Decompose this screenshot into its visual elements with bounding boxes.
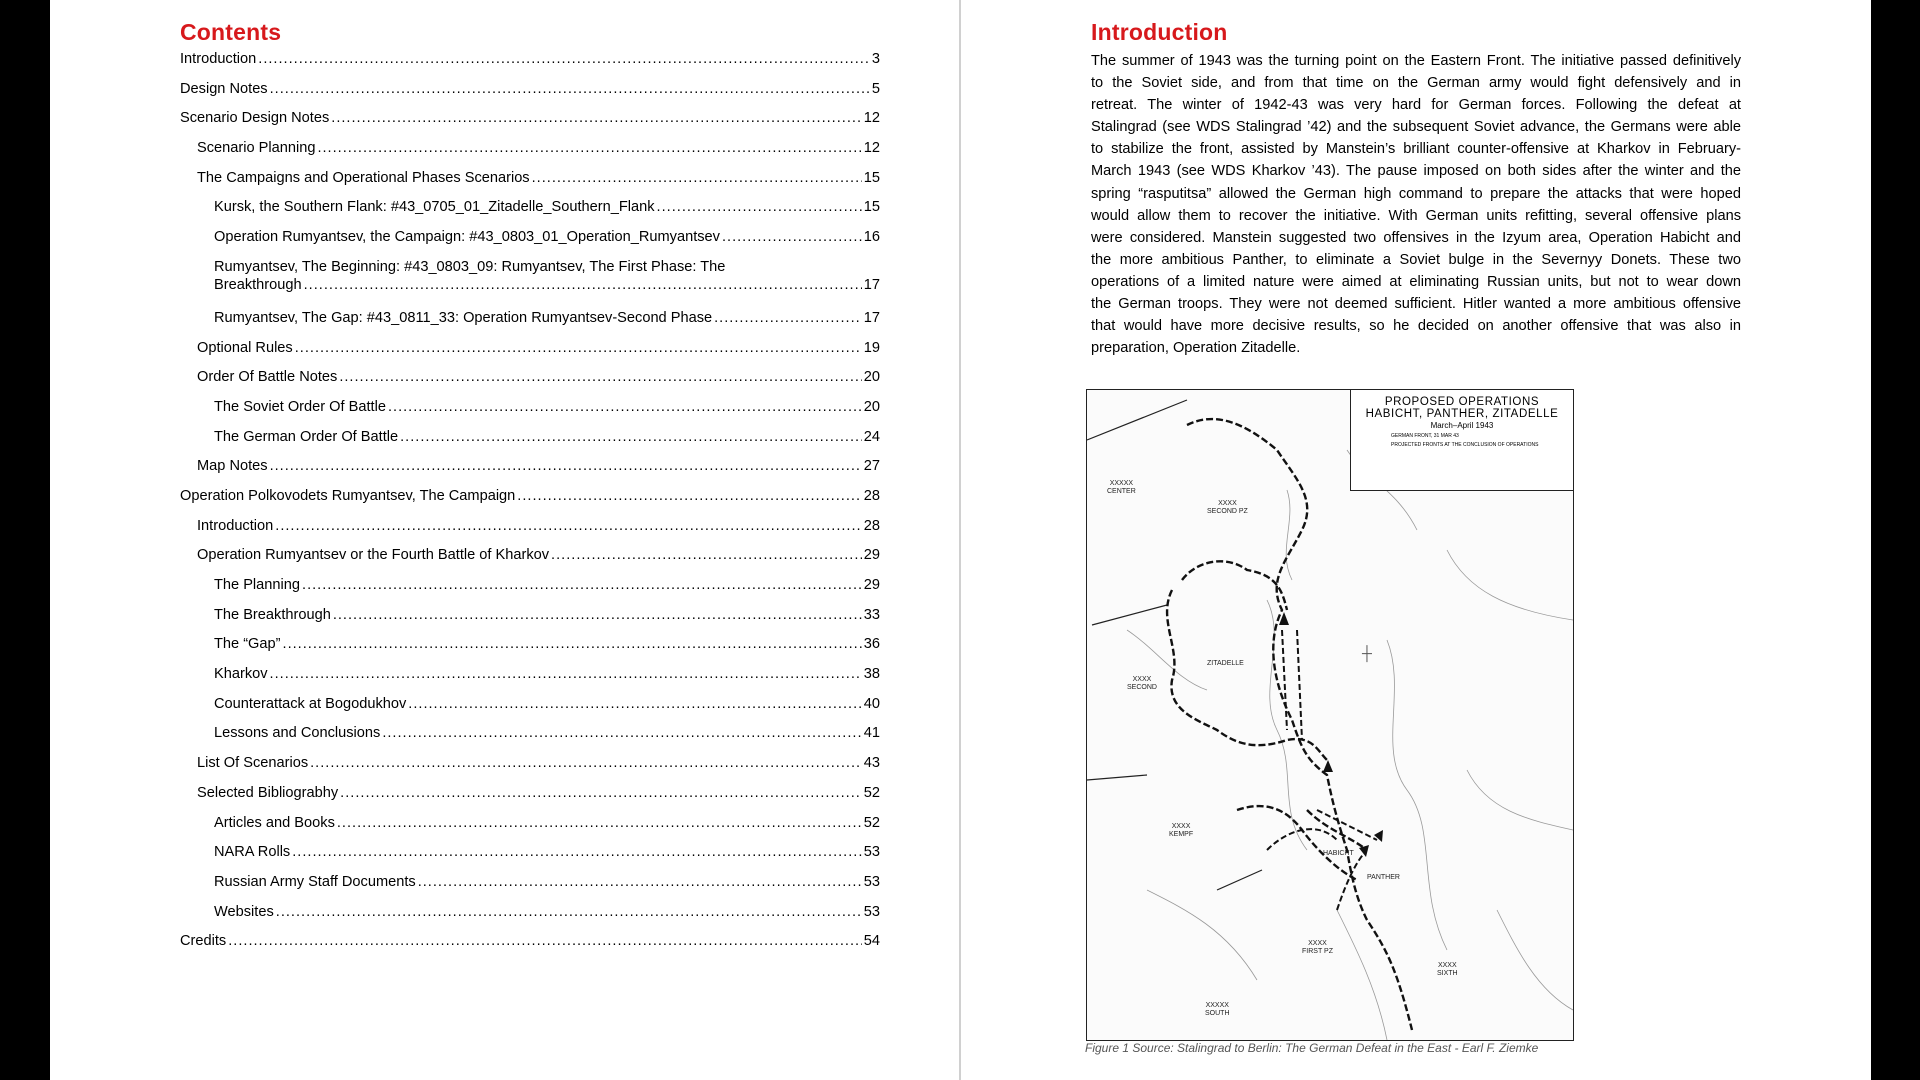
table-of-contents xyxy=(180,50,880,962)
toc-entry-title: The “Gap” xyxy=(214,636,281,653)
paragraph-line: the more ambitious Panther, to eliminate a Soviet bulge in the Severnyy Donets. These two xyxy=(1091,251,1741,268)
toc-entry[interactable] xyxy=(214,873,880,903)
toc-leader-dots xyxy=(418,873,862,891)
toc-entry[interactable] xyxy=(214,228,880,258)
toc-page-number: 27 xyxy=(863,458,880,475)
toc-entry-title-cont: Breakthrough xyxy=(214,276,302,293)
toc-entry[interactable] xyxy=(197,457,880,487)
toc-page-number: 15 xyxy=(863,199,880,216)
legend-title-2: HABICHT, PANTHER, ZITADELLE xyxy=(1365,408,1559,420)
toc-entry-title: Scenario Design Notes xyxy=(180,110,330,127)
toc-leader-dots xyxy=(337,814,862,832)
toc-entry[interactable] xyxy=(197,139,880,169)
toc-entry[interactable] xyxy=(214,843,880,873)
contents-heading: Contents xyxy=(180,19,282,45)
toc-entry[interactable] xyxy=(214,724,880,754)
map-figure xyxy=(1086,389,1574,1041)
toc-page-number: 41 xyxy=(863,725,880,742)
toc-leader-dots xyxy=(270,457,862,475)
toc-entry-title: Operation Polkovodets Rumyantsev, The Campaign xyxy=(180,487,516,504)
toc-entry-title: Introduction xyxy=(197,517,274,534)
map-label-second-pz: XXXX SECOND PZ xyxy=(1207,500,1248,515)
toc-entry-title: Map Notes xyxy=(197,458,268,475)
toc-entry[interactable] xyxy=(197,546,880,576)
toc-entry-title: List Of Scenarios xyxy=(197,755,309,772)
toc-page-number: 3 xyxy=(871,51,880,67)
toc-entry[interactable] xyxy=(180,932,880,962)
toc-leader-dots xyxy=(275,517,862,535)
paragraph-line: the German troops. They were not deemed sufficient. Hitler wanted a more ambitious offensive xyxy=(1091,296,1741,313)
map-label-center: XXXXX CENTER xyxy=(1107,480,1136,495)
toc-entry[interactable] xyxy=(214,606,880,636)
toc-leader-dots xyxy=(714,309,862,327)
paragraph-line: were considered. Manstein suggested two offensives in the Izyum area, Operation Habicht and xyxy=(1091,229,1741,246)
map-label-first-pz: XXXX FIRST PZ xyxy=(1302,940,1333,955)
paragraph-line: would allow them to recover the initiative. With German units refitting, several offensive plans xyxy=(1091,207,1741,224)
toc-entry-title: Design Notes xyxy=(180,80,268,97)
toc-leader-dots xyxy=(317,139,861,157)
toc-leader-dots xyxy=(517,487,861,505)
map-label-habicht: HABICHT xyxy=(1323,850,1354,857)
toc-leader-dots xyxy=(657,198,862,216)
toc-entry-title: The Planning xyxy=(214,577,301,593)
toc-entry[interactable] xyxy=(197,754,880,784)
toc-entry-title: Articles and Books xyxy=(214,814,335,831)
toc-entry[interactable] xyxy=(214,695,880,725)
toc-page-number: 28 xyxy=(863,487,880,504)
toc-entry-title: Scenario Planning xyxy=(197,140,316,157)
paragraph-line: preparation, Operation Zitadelle. xyxy=(1091,340,1301,357)
toc-entry[interactable] xyxy=(214,258,880,309)
toc-entry-title: Credits xyxy=(180,933,227,950)
toc-entry-title: Rumyantsev, The Beginning: #43_0803_09: Rumyantsev, The First Phase: The xyxy=(214,258,726,275)
toc-entry-title: Counterattack at Bogodukhov xyxy=(214,695,407,712)
paragraph-line: to stabilize the front, assisted by Manstein’s brilliant counter-offensive at Kharkov in February- xyxy=(1091,141,1741,158)
toc-leader-dots xyxy=(388,398,862,416)
toc-page-number: 53 xyxy=(863,903,880,920)
toc-leader-dots xyxy=(292,843,862,861)
toc-page-number: 20 xyxy=(863,398,880,415)
toc-leader-dots xyxy=(382,724,861,742)
legend-row-1: GERMAN FRONT, 31 MAR 43 xyxy=(1391,433,1459,439)
toc-entry[interactable] xyxy=(180,50,880,80)
toc-page-number: 5 xyxy=(871,80,880,97)
toc-page-number: 36 xyxy=(863,636,880,653)
toc-page-number: 15 xyxy=(863,169,880,186)
introduction-paragraph xyxy=(1091,50,1741,359)
toc-leader-dots xyxy=(400,428,862,446)
map-legend xyxy=(1350,390,1573,491)
map-label-sixth: XXXX SIXTH xyxy=(1437,962,1458,977)
toc-page-number: 52 xyxy=(863,784,880,801)
legend-title-1: PROPOSED OPERATIONS xyxy=(1384,396,1540,408)
legend-date: March–April 1943 xyxy=(1430,421,1494,430)
paragraph-line: to the Soviet side, and from that time on the German army would fight defensively and in xyxy=(1091,75,1741,92)
toc-entry-title: Rumyantsev, The Gap: #43_0811_33: Operation Rumyantsev-Second Phase xyxy=(214,309,713,326)
crosshair-cursor-icon: ┼ xyxy=(1362,645,1372,661)
toc-page-number: 33 xyxy=(863,606,880,623)
toc-page-number: 54 xyxy=(863,933,880,950)
toc-entry[interactable] xyxy=(214,398,880,428)
map-label-kempf: XXXX KEMPF xyxy=(1169,823,1194,838)
toc-entry-title: Lessons and Conclusions xyxy=(214,725,381,742)
toc-page-number: 12 xyxy=(863,110,880,127)
toc-entry-title: Selected Bibliograbhy xyxy=(197,784,339,801)
toc-leader-dots xyxy=(532,169,862,187)
page-right xyxy=(961,0,1871,1080)
toc-page-number: 28 xyxy=(863,517,880,534)
toc-leader-dots xyxy=(228,932,862,950)
toc-entry[interactable] xyxy=(197,169,880,199)
toc-entry[interactable] xyxy=(180,487,880,517)
toc-leader-dots xyxy=(339,368,861,386)
toc-page-number: 17 xyxy=(863,309,880,326)
toc-entry[interactable] xyxy=(197,368,880,398)
paragraph-line: that would have more decisive results, so he decided on another offensive that was also in xyxy=(1091,318,1741,335)
paragraph-line: spring “rasputitsa” allowed the German high command to prepare the attacks that were hoped xyxy=(1091,185,1741,202)
toc-page-number: 29 xyxy=(863,547,880,564)
toc-page-number: 52 xyxy=(863,814,880,831)
paragraph-line: operations of a limited nature were aimed at eliminating Russian units, but not to wear down xyxy=(1091,273,1741,290)
toc-entry[interactable] xyxy=(197,784,880,814)
toc-leader-dots xyxy=(304,276,862,294)
toc-entry-title: The Soviet Order Of Battle xyxy=(214,398,386,415)
toc-leader-dots xyxy=(310,754,862,772)
toc-entry[interactable] xyxy=(214,428,880,458)
toc-entry[interactable] xyxy=(214,576,880,606)
toc-page-number: 20 xyxy=(863,369,880,386)
toc-entry[interactable] xyxy=(180,80,880,110)
paragraph-line: Stalingrad (see WDS Stalingrad ’42) and the subsequent Soviet advance, the Germans were able xyxy=(1091,119,1741,136)
toc-entry-title: Russian Army Staff Documents xyxy=(214,873,416,890)
toc-entry-title: Operation Rumyantsev or the Fourth Battle of Kharkov xyxy=(197,547,550,564)
toc-page-number: 53 xyxy=(863,873,880,890)
paragraph-line: March 1943 (see WDS Kharkov ’43). The pause imposed on both sides after the winter and the xyxy=(1091,163,1741,180)
toc-entry-title: The Campaigns and Operational Phases Scenarios xyxy=(197,169,530,186)
toc-entry[interactable] xyxy=(214,635,880,665)
toc-page-number: 17 xyxy=(863,276,880,293)
toc-entry-title: Kharkov xyxy=(214,666,268,683)
toc-entry[interactable] xyxy=(214,903,880,933)
toc-leader-dots xyxy=(270,665,862,683)
toc-leader-dots xyxy=(258,50,870,68)
introduction-heading: Introduction xyxy=(1091,19,1228,45)
toc-entry[interactable] xyxy=(214,309,880,339)
toc-entry-title: Introduction xyxy=(180,51,257,67)
map-label-south: XXXXX SOUTH xyxy=(1205,1002,1230,1017)
toc-entry[interactable] xyxy=(197,339,880,369)
toc-leader-dots xyxy=(333,606,862,624)
toc-leader-dots xyxy=(276,903,862,921)
toc-entry-title: Operation Rumyantsev, the Campaign: #43_0803_01_Operation_Rumyantsev xyxy=(214,229,720,246)
toc-page-number: 16 xyxy=(863,229,880,246)
toc-leader-dots xyxy=(551,546,862,564)
toc-page-number: 12 xyxy=(863,140,880,157)
map-label-zitadelle: ZITADELLE xyxy=(1207,660,1244,667)
toc-leader-dots xyxy=(408,695,861,713)
toc-page-number: 29 xyxy=(863,577,880,593)
toc-entry[interactable] xyxy=(214,665,880,695)
legend-row-2: PROJECTED FRONTS AT THE CONCLUSION OF OPERATIONS xyxy=(1391,442,1539,448)
toc-page-number: 38 xyxy=(863,666,880,683)
paragraph-line: The summer of 1943 was the turning point on the Eastern Front. The initiative passed definitively xyxy=(1091,53,1741,69)
toc-leader-dots xyxy=(270,80,870,98)
toc-entry[interactable] xyxy=(180,109,880,139)
toc-entry[interactable] xyxy=(214,814,880,844)
toc-leader-dots xyxy=(283,635,862,653)
toc-entry[interactable] xyxy=(197,517,880,547)
toc-entry[interactable] xyxy=(214,198,880,228)
toc-entry-title: Order Of Battle Notes xyxy=(197,369,338,386)
toc-leader-dots xyxy=(302,576,862,594)
figure-caption: Figure 1 Source: Stalingrad to Berlin: The German Defeat in the East - Earl F. Ziemke xyxy=(1085,1041,1539,1055)
toc-page-number: 53 xyxy=(863,844,880,861)
toc-entry-title: Optional Rules xyxy=(197,339,293,356)
toc-entry-title: The German Order Of Battle xyxy=(214,428,399,445)
toc-leader-dots xyxy=(331,109,862,127)
page-left xyxy=(50,0,959,1080)
toc-page-number: 43 xyxy=(863,755,880,772)
map-label-panther: PANTHER xyxy=(1367,874,1400,881)
toc-leader-dots xyxy=(340,784,862,802)
paragraph-line: retreat. The winter of 1942-43 was very hard for German forces. Following the defeat at xyxy=(1091,97,1741,114)
toc-leader-dots xyxy=(295,339,862,357)
toc-page-number: 24 xyxy=(863,428,880,445)
toc-leader-dots xyxy=(722,228,862,246)
map-label-second: XXXX SECOND xyxy=(1127,676,1157,691)
toc-entry-title: NARA Rolls xyxy=(214,844,291,861)
toc-page-number: 40 xyxy=(863,695,880,712)
toc-entry-title: Kursk, the Southern Flank: #43_0705_01_Zitadelle_Southern_Flank xyxy=(214,199,655,216)
toc-entry-title: The Breakthrough xyxy=(214,606,331,623)
toc-entry-title: Websites xyxy=(214,903,274,920)
toc-page-number: 19 xyxy=(863,339,880,356)
